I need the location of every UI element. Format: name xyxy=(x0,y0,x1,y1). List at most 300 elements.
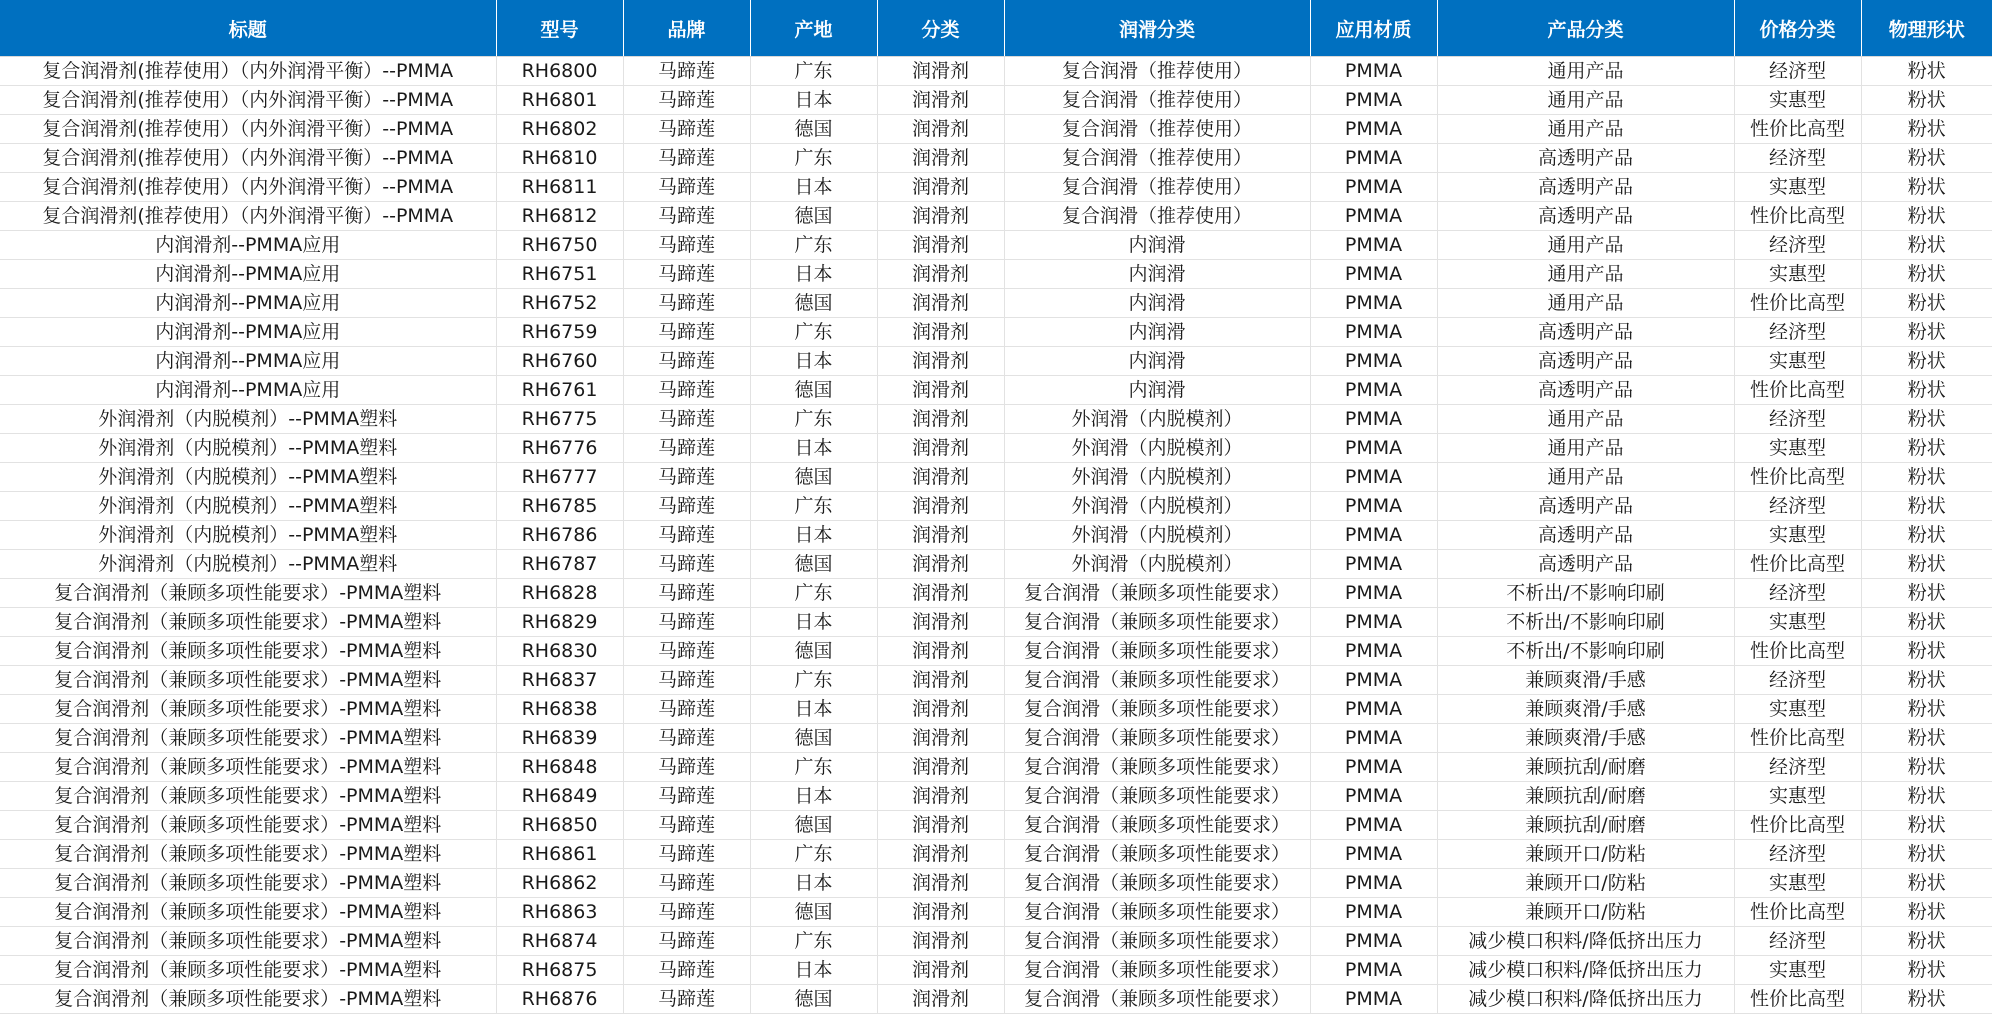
table-row[interactable] xyxy=(0,231,1992,260)
cell-model[interactable]: RH6850 xyxy=(496,811,623,840)
cell-origin[interactable]: 德国 xyxy=(750,550,877,579)
table-row[interactable] xyxy=(0,173,1992,202)
cell-origin[interactable]: 德国 xyxy=(750,376,877,405)
cell-product-type[interactable]: 通用产品 xyxy=(1437,260,1734,289)
cell-model[interactable]: RH6875 xyxy=(496,956,623,985)
cell-brand[interactable]: 马蹄莲 xyxy=(623,86,750,115)
cell-origin[interactable]: 德国 xyxy=(750,985,877,1014)
cell-physical-form[interactable]: 粉状 xyxy=(1861,434,1992,463)
cell-material[interactable]: PMMA xyxy=(1310,724,1437,753)
cell-lubrication-type[interactable]: 复合润滑（兼顾多项性能要求） xyxy=(1004,811,1310,840)
cell-brand[interactable]: 马蹄莲 xyxy=(623,202,750,231)
cell-product-type[interactable]: 减少模口积料/降低挤出压力 xyxy=(1437,985,1734,1014)
cell-origin[interactable]: 广东 xyxy=(750,318,877,347)
cell-lubrication-type[interactable]: 复合润滑（兼顾多项性能要求） xyxy=(1004,579,1310,608)
cell-origin[interactable]: 广东 xyxy=(750,492,877,521)
cell-title[interactable]: 内润滑剂--PMMA应用 xyxy=(0,260,496,289)
cell-physical-form[interactable]: 粉状 xyxy=(1861,86,1992,115)
cell-product-type[interactable]: 高透明产品 xyxy=(1437,521,1734,550)
cell-model[interactable]: RH6802 xyxy=(496,115,623,144)
cell-category[interactable]: 润滑剂 xyxy=(877,579,1004,608)
cell-model[interactable]: RH6862 xyxy=(496,869,623,898)
column-header-price-type[interactable]: 价格分类 xyxy=(1734,0,1861,57)
cell-lubrication-type[interactable]: 内润滑 xyxy=(1004,376,1310,405)
cell-product-type[interactable]: 兼顾开口/防粘 xyxy=(1437,898,1734,927)
cell-origin[interactable]: 日本 xyxy=(750,695,877,724)
table-row[interactable] xyxy=(0,579,1992,608)
cell-title[interactable]: 复合润滑剂（兼顾多项性能要求）-PMMA塑料 xyxy=(0,666,496,695)
cell-category[interactable]: 润滑剂 xyxy=(877,376,1004,405)
cell-physical-form[interactable]: 粉状 xyxy=(1861,985,1992,1014)
cell-model[interactable]: RH6750 xyxy=(496,231,623,260)
cell-model[interactable]: RH6849 xyxy=(496,782,623,811)
cell-title[interactable]: 复合润滑剂（兼顾多项性能要求）-PMMA塑料 xyxy=(0,724,496,753)
cell-title[interactable]: 复合润滑剂（兼顾多项性能要求）-PMMA塑料 xyxy=(0,985,496,1014)
cell-material[interactable]: PMMA xyxy=(1310,782,1437,811)
cell-price-type[interactable]: 实惠型 xyxy=(1734,347,1861,376)
column-header-lubrication-type[interactable]: 润滑分类 xyxy=(1004,0,1310,57)
table-row[interactable] xyxy=(0,637,1992,666)
cell-category[interactable]: 润滑剂 xyxy=(877,521,1004,550)
cell-price-type[interactable]: 实惠型 xyxy=(1734,695,1861,724)
cell-lubrication-type[interactable]: 复合润滑（兼顾多项性能要求） xyxy=(1004,869,1310,898)
cell-origin[interactable]: 广东 xyxy=(750,144,877,173)
cell-product-type[interactable]: 减少模口积料/降低挤出压力 xyxy=(1437,927,1734,956)
cell-product-type[interactable]: 兼顾开口/防粘 xyxy=(1437,840,1734,869)
cell-price-type[interactable]: 性价比高型 xyxy=(1734,811,1861,840)
cell-lubrication-type[interactable]: 内润滑 xyxy=(1004,318,1310,347)
cell-price-type[interactable]: 经济型 xyxy=(1734,144,1861,173)
cell-price-type[interactable]: 经济型 xyxy=(1734,492,1861,521)
column-header-model[interactable]: 型号 xyxy=(496,0,623,57)
cell-brand[interactable]: 马蹄莲 xyxy=(623,289,750,318)
cell-price-type[interactable]: 性价比高型 xyxy=(1734,550,1861,579)
column-header-category[interactable]: 分类 xyxy=(877,0,1004,57)
table-row[interactable] xyxy=(0,985,1992,1014)
cell-origin[interactable]: 广东 xyxy=(750,666,877,695)
cell-category[interactable]: 润滑剂 xyxy=(877,869,1004,898)
cell-category[interactable]: 润滑剂 xyxy=(877,289,1004,318)
cell-lubrication-type[interactable]: 外润滑（内脱模剂） xyxy=(1004,550,1310,579)
cell-title[interactable]: 外润滑剂（内脱模剂）--PMMA塑料 xyxy=(0,550,496,579)
cell-model[interactable]: RH6800 xyxy=(496,57,623,86)
cell-brand[interactable]: 马蹄莲 xyxy=(623,608,750,637)
cell-origin[interactable]: 广东 xyxy=(750,579,877,608)
cell-price-type[interactable]: 性价比高型 xyxy=(1734,202,1861,231)
cell-brand[interactable]: 马蹄莲 xyxy=(623,550,750,579)
cell-material[interactable]: PMMA xyxy=(1310,695,1437,724)
cell-lubrication-type[interactable]: 复合润滑（兼顾多项性能要求） xyxy=(1004,956,1310,985)
cell-physical-form[interactable]: 粉状 xyxy=(1861,260,1992,289)
cell-price-type[interactable]: 实惠型 xyxy=(1734,956,1861,985)
cell-title[interactable]: 复合润滑剂（兼顾多项性能要求）-PMMA塑料 xyxy=(0,782,496,811)
cell-material[interactable]: PMMA xyxy=(1310,260,1437,289)
cell-model[interactable]: RH6759 xyxy=(496,318,623,347)
cell-physical-form[interactable]: 粉状 xyxy=(1861,463,1992,492)
cell-lubrication-type[interactable]: 复合润滑（推荐使用） xyxy=(1004,144,1310,173)
cell-category[interactable]: 润滑剂 xyxy=(877,753,1004,782)
cell-product-type[interactable]: 通用产品 xyxy=(1437,57,1734,86)
cell-title[interactable]: 内润滑剂--PMMA应用 xyxy=(0,347,496,376)
cell-material[interactable]: PMMA xyxy=(1310,898,1437,927)
cell-title[interactable]: 复合润滑剂（兼顾多项性能要求）-PMMA塑料 xyxy=(0,637,496,666)
cell-brand[interactable]: 马蹄莲 xyxy=(623,695,750,724)
table-row[interactable] xyxy=(0,405,1992,434)
cell-model[interactable]: RH6751 xyxy=(496,260,623,289)
cell-price-type[interactable]: 经济型 xyxy=(1734,405,1861,434)
cell-origin[interactable]: 广东 xyxy=(750,57,877,86)
cell-physical-form[interactable]: 粉状 xyxy=(1861,579,1992,608)
cell-category[interactable]: 润滑剂 xyxy=(877,492,1004,521)
cell-product-type[interactable]: 高透明产品 xyxy=(1437,144,1734,173)
cell-category[interactable]: 润滑剂 xyxy=(877,405,1004,434)
cell-price-type[interactable]: 实惠型 xyxy=(1734,608,1861,637)
cell-origin[interactable]: 德国 xyxy=(750,898,877,927)
table-row[interactable] xyxy=(0,289,1992,318)
cell-lubrication-type[interactable]: 复合润滑（兼顾多项性能要求） xyxy=(1004,724,1310,753)
cell-category[interactable]: 润滑剂 xyxy=(877,202,1004,231)
cell-product-type[interactable]: 高透明产品 xyxy=(1437,376,1734,405)
cell-physical-form[interactable]: 粉状 xyxy=(1861,318,1992,347)
cell-physical-form[interactable]: 粉状 xyxy=(1861,376,1992,405)
cell-price-type[interactable]: 经济型 xyxy=(1734,753,1861,782)
cell-product-type[interactable]: 高透明产品 xyxy=(1437,347,1734,376)
cell-physical-form[interactable]: 粉状 xyxy=(1861,57,1992,86)
cell-origin[interactable]: 日本 xyxy=(750,782,877,811)
cell-model[interactable]: RH6861 xyxy=(496,840,623,869)
table-row[interactable] xyxy=(0,376,1992,405)
cell-material[interactable]: PMMA xyxy=(1310,173,1437,202)
cell-model[interactable]: RH6830 xyxy=(496,637,623,666)
cell-category[interactable]: 润滑剂 xyxy=(877,86,1004,115)
cell-physical-form[interactable]: 粉状 xyxy=(1861,173,1992,202)
cell-title[interactable]: 复合润滑剂(推荐使用）（内外润滑平衡）--PMMA xyxy=(0,173,496,202)
cell-origin[interactable]: 日本 xyxy=(750,956,877,985)
cell-product-type[interactable]: 通用产品 xyxy=(1437,434,1734,463)
cell-product-type[interactable]: 高透明产品 xyxy=(1437,202,1734,231)
cell-model[interactable]: RH6848 xyxy=(496,753,623,782)
cell-price-type[interactable]: 性价比高型 xyxy=(1734,898,1861,927)
table-row[interactable] xyxy=(0,753,1992,782)
cell-origin[interactable]: 日本 xyxy=(750,173,877,202)
cell-price-type[interactable]: 经济型 xyxy=(1734,57,1861,86)
cell-category[interactable]: 润滑剂 xyxy=(877,173,1004,202)
cell-brand[interactable]: 马蹄莲 xyxy=(623,666,750,695)
column-header-brand[interactable]: 品牌 xyxy=(623,0,750,57)
cell-price-type[interactable]: 实惠型 xyxy=(1734,782,1861,811)
cell-category[interactable]: 润滑剂 xyxy=(877,840,1004,869)
cell-material[interactable]: PMMA xyxy=(1310,144,1437,173)
cell-physical-form[interactable]: 粉状 xyxy=(1861,753,1992,782)
cell-physical-form[interactable]: 粉状 xyxy=(1861,840,1992,869)
cell-model[interactable]: RH6785 xyxy=(496,492,623,521)
cell-model[interactable]: RH6786 xyxy=(496,521,623,550)
cell-product-type[interactable]: 兼顾抗刮/耐磨 xyxy=(1437,782,1734,811)
column-header-title[interactable]: 标题 xyxy=(0,0,496,57)
cell-price-type[interactable]: 经济型 xyxy=(1734,927,1861,956)
cell-category[interactable]: 润滑剂 xyxy=(877,985,1004,1014)
cell-title[interactable]: 复合润滑剂（兼顾多项性能要求）-PMMA塑料 xyxy=(0,869,496,898)
cell-material[interactable]: PMMA xyxy=(1310,521,1437,550)
cell-brand[interactable]: 马蹄莲 xyxy=(623,898,750,927)
cell-brand[interactable]: 马蹄莲 xyxy=(623,811,750,840)
cell-material[interactable]: PMMA xyxy=(1310,811,1437,840)
cell-category[interactable]: 润滑剂 xyxy=(877,637,1004,666)
column-header-product-type[interactable]: 产品分类 xyxy=(1437,0,1734,57)
cell-brand[interactable]: 马蹄莲 xyxy=(623,173,750,202)
cell-material[interactable]: PMMA xyxy=(1310,231,1437,260)
cell-brand[interactable]: 马蹄莲 xyxy=(623,405,750,434)
table-row[interactable] xyxy=(0,724,1992,753)
cell-price-type[interactable]: 性价比高型 xyxy=(1734,289,1861,318)
cell-product-type[interactable]: 高透明产品 xyxy=(1437,550,1734,579)
cell-origin[interactable]: 日本 xyxy=(750,869,877,898)
cell-physical-form[interactable]: 粉状 xyxy=(1861,869,1992,898)
cell-material[interactable]: PMMA xyxy=(1310,608,1437,637)
cell-material[interactable]: PMMA xyxy=(1310,115,1437,144)
cell-material[interactable]: PMMA xyxy=(1310,57,1437,86)
cell-product-type[interactable]: 不析出/不影响印刷 xyxy=(1437,608,1734,637)
cell-material[interactable]: PMMA xyxy=(1310,463,1437,492)
table-row[interactable] xyxy=(0,956,1992,985)
table-row[interactable] xyxy=(0,434,1992,463)
cell-product-type[interactable]: 通用产品 xyxy=(1437,115,1734,144)
cell-material[interactable]: PMMA xyxy=(1310,202,1437,231)
cell-price-type[interactable]: 经济型 xyxy=(1734,231,1861,260)
cell-title[interactable]: 内润滑剂--PMMA应用 xyxy=(0,376,496,405)
cell-category[interactable]: 润滑剂 xyxy=(877,347,1004,376)
cell-physical-form[interactable]: 粉状 xyxy=(1861,608,1992,637)
cell-physical-form[interactable]: 粉状 xyxy=(1861,231,1992,260)
cell-title[interactable]: 复合润滑剂（兼顾多项性能要求）-PMMA塑料 xyxy=(0,811,496,840)
table-row[interactable] xyxy=(0,347,1992,376)
cell-price-type[interactable]: 性价比高型 xyxy=(1734,637,1861,666)
cell-brand[interactable]: 马蹄莲 xyxy=(623,115,750,144)
cell-price-type[interactable]: 经济型 xyxy=(1734,840,1861,869)
cell-product-type[interactable]: 不析出/不影响印刷 xyxy=(1437,579,1734,608)
cell-product-type[interactable]: 通用产品 xyxy=(1437,289,1734,318)
cell-model[interactable]: RH6812 xyxy=(496,202,623,231)
cell-product-type[interactable]: 兼顾爽滑/手感 xyxy=(1437,666,1734,695)
cell-category[interactable]: 润滑剂 xyxy=(877,666,1004,695)
cell-title[interactable]: 复合润滑剂（兼顾多项性能要求）-PMMA塑料 xyxy=(0,695,496,724)
cell-brand[interactable]: 马蹄莲 xyxy=(623,260,750,289)
cell-physical-form[interactable]: 粉状 xyxy=(1861,956,1992,985)
cell-physical-form[interactable]: 粉状 xyxy=(1861,202,1992,231)
cell-brand[interactable]: 马蹄莲 xyxy=(623,985,750,1014)
column-header-origin[interactable]: 产地 xyxy=(750,0,877,57)
cell-physical-form[interactable]: 粉状 xyxy=(1861,550,1992,579)
cell-lubrication-type[interactable]: 复合润滑（兼顾多项性能要求） xyxy=(1004,608,1310,637)
cell-model[interactable]: RH6810 xyxy=(496,144,623,173)
cell-material[interactable]: PMMA xyxy=(1310,956,1437,985)
cell-category[interactable]: 润滑剂 xyxy=(877,144,1004,173)
table-row[interactable] xyxy=(0,202,1992,231)
cell-material[interactable]: PMMA xyxy=(1310,666,1437,695)
cell-title[interactable]: 内润滑剂--PMMA应用 xyxy=(0,231,496,260)
cell-title[interactable]: 复合润滑剂（兼顾多项性能要求）-PMMA塑料 xyxy=(0,927,496,956)
cell-material[interactable]: PMMA xyxy=(1310,927,1437,956)
table-row[interactable] xyxy=(0,492,1992,521)
table-row[interactable] xyxy=(0,927,1992,956)
cell-brand[interactable]: 马蹄莲 xyxy=(623,318,750,347)
cell-price-type[interactable]: 实惠型 xyxy=(1734,869,1861,898)
cell-category[interactable]: 润滑剂 xyxy=(877,695,1004,724)
cell-model[interactable]: RH6760 xyxy=(496,347,623,376)
cell-brand[interactable]: 马蹄莲 xyxy=(623,231,750,260)
table-row[interactable] xyxy=(0,86,1992,115)
cell-category[interactable]: 润滑剂 xyxy=(877,724,1004,753)
cell-lubrication-type[interactable]: 外润滑（内脱模剂） xyxy=(1004,434,1310,463)
cell-model[interactable]: RH6811 xyxy=(496,173,623,202)
cell-brand[interactable]: 马蹄莲 xyxy=(623,724,750,753)
cell-brand[interactable]: 马蹄莲 xyxy=(623,144,750,173)
cell-physical-form[interactable]: 粉状 xyxy=(1861,666,1992,695)
table-row[interactable] xyxy=(0,898,1992,927)
cell-product-type[interactable]: 通用产品 xyxy=(1437,463,1734,492)
cell-brand[interactable]: 马蹄莲 xyxy=(623,753,750,782)
cell-model[interactable]: RH6876 xyxy=(496,985,623,1014)
cell-lubrication-type[interactable]: 内润滑 xyxy=(1004,347,1310,376)
cell-title[interactable]: 复合润滑剂（兼顾多项性能要求）-PMMA塑料 xyxy=(0,608,496,637)
cell-model[interactable]: RH6839 xyxy=(496,724,623,753)
cell-origin[interactable]: 广东 xyxy=(750,927,877,956)
table-row[interactable] xyxy=(0,550,1992,579)
cell-material[interactable]: PMMA xyxy=(1310,492,1437,521)
cell-product-type[interactable]: 通用产品 xyxy=(1437,86,1734,115)
cell-price-type[interactable]: 性价比高型 xyxy=(1734,115,1861,144)
table-row[interactable] xyxy=(0,840,1992,869)
cell-brand[interactable]: 马蹄莲 xyxy=(623,637,750,666)
cell-model[interactable]: RH6787 xyxy=(496,550,623,579)
cell-category[interactable]: 润滑剂 xyxy=(877,115,1004,144)
cell-price-type[interactable]: 性价比高型 xyxy=(1734,463,1861,492)
cell-physical-form[interactable]: 粉状 xyxy=(1861,144,1992,173)
cell-brand[interactable]: 马蹄莲 xyxy=(623,927,750,956)
cell-category[interactable]: 润滑剂 xyxy=(877,811,1004,840)
cell-origin[interactable]: 日本 xyxy=(750,434,877,463)
cell-category[interactable]: 润滑剂 xyxy=(877,57,1004,86)
table-row[interactable] xyxy=(0,782,1992,811)
cell-model[interactable]: RH6775 xyxy=(496,405,623,434)
cell-material[interactable]: PMMA xyxy=(1310,753,1437,782)
cell-title[interactable]: 复合润滑剂(推荐使用）（内外润滑平衡）--PMMA xyxy=(0,86,496,115)
cell-price-type[interactable]: 性价比高型 xyxy=(1734,376,1861,405)
cell-model[interactable]: RH6777 xyxy=(496,463,623,492)
cell-title[interactable]: 复合润滑剂（兼顾多项性能要求）-PMMA塑料 xyxy=(0,579,496,608)
cell-title[interactable]: 复合润滑剂（兼顾多项性能要求）-PMMA塑料 xyxy=(0,956,496,985)
cell-origin[interactable]: 日本 xyxy=(750,347,877,376)
cell-material[interactable]: PMMA xyxy=(1310,376,1437,405)
cell-title[interactable]: 复合润滑剂（兼顾多项性能要求）-PMMA塑料 xyxy=(0,753,496,782)
cell-product-type[interactable]: 通用产品 xyxy=(1437,231,1734,260)
cell-lubrication-type[interactable]: 内润滑 xyxy=(1004,231,1310,260)
cell-product-type[interactable]: 兼顾爽滑/手感 xyxy=(1437,724,1734,753)
cell-title[interactable]: 复合润滑剂（兼顾多项性能要求）-PMMA塑料 xyxy=(0,840,496,869)
cell-price-type[interactable]: 实惠型 xyxy=(1734,434,1861,463)
cell-lubrication-type[interactable]: 复合润滑（兼顾多项性能要求） xyxy=(1004,637,1310,666)
table-row[interactable] xyxy=(0,521,1992,550)
cell-material[interactable]: PMMA xyxy=(1310,347,1437,376)
cell-brand[interactable]: 马蹄莲 xyxy=(623,579,750,608)
table-row[interactable] xyxy=(0,115,1992,144)
cell-title[interactable]: 复合润滑剂(推荐使用）（内外润滑平衡）--PMMA xyxy=(0,144,496,173)
cell-brand[interactable]: 马蹄莲 xyxy=(623,376,750,405)
cell-material[interactable]: PMMA xyxy=(1310,840,1437,869)
cell-model[interactable]: RH6829 xyxy=(496,608,623,637)
cell-lubrication-type[interactable]: 内润滑 xyxy=(1004,260,1310,289)
cell-material[interactable]: PMMA xyxy=(1310,550,1437,579)
cell-origin[interactable]: 德国 xyxy=(750,115,877,144)
cell-price-type[interactable]: 实惠型 xyxy=(1734,260,1861,289)
cell-brand[interactable]: 马蹄莲 xyxy=(623,57,750,86)
cell-physical-form[interactable]: 粉状 xyxy=(1861,347,1992,376)
cell-lubrication-type[interactable]: 复合润滑（推荐使用） xyxy=(1004,202,1310,231)
cell-model[interactable]: RH6801 xyxy=(496,86,623,115)
cell-physical-form[interactable]: 粉状 xyxy=(1861,115,1992,144)
cell-title[interactable]: 复合润滑剂(推荐使用）（内外润滑平衡）--PMMA xyxy=(0,57,496,86)
table-row[interactable] xyxy=(0,260,1992,289)
cell-physical-form[interactable]: 粉状 xyxy=(1861,637,1992,666)
cell-brand[interactable]: 马蹄莲 xyxy=(623,521,750,550)
column-header-physical-form[interactable]: 物理形状 xyxy=(1861,0,1992,57)
cell-category[interactable]: 润滑剂 xyxy=(877,927,1004,956)
cell-origin[interactable]: 广东 xyxy=(750,231,877,260)
cell-physical-form[interactable]: 粉状 xyxy=(1861,927,1992,956)
cell-origin[interactable]: 日本 xyxy=(750,260,877,289)
cell-physical-form[interactable]: 粉状 xyxy=(1861,811,1992,840)
cell-category[interactable]: 润滑剂 xyxy=(877,260,1004,289)
cell-product-type[interactable]: 减少模口积料/降低挤出压力 xyxy=(1437,956,1734,985)
cell-title[interactable]: 外润滑剂（内脱模剂）--PMMA塑料 xyxy=(0,434,496,463)
cell-lubrication-type[interactable]: 复合润滑（兼顾多项性能要求） xyxy=(1004,753,1310,782)
table-row[interactable] xyxy=(0,695,1992,724)
cell-category[interactable]: 润滑剂 xyxy=(877,782,1004,811)
cell-price-type[interactable]: 经济型 xyxy=(1734,318,1861,347)
cell-origin[interactable]: 广东 xyxy=(750,405,877,434)
cell-lubrication-type[interactable]: 复合润滑（兼顾多项性能要求） xyxy=(1004,666,1310,695)
cell-product-type[interactable]: 高透明产品 xyxy=(1437,173,1734,202)
cell-product-type[interactable]: 高透明产品 xyxy=(1437,318,1734,347)
cell-material[interactable]: PMMA xyxy=(1310,579,1437,608)
cell-title[interactable]: 复合润滑剂（兼顾多项性能要求）-PMMA塑料 xyxy=(0,898,496,927)
cell-brand[interactable]: 马蹄莲 xyxy=(623,956,750,985)
table-row[interactable] xyxy=(0,811,1992,840)
cell-lubrication-type[interactable]: 外润滑（内脱模剂） xyxy=(1004,405,1310,434)
cell-price-type[interactable]: 实惠型 xyxy=(1734,86,1861,115)
cell-physical-form[interactable]: 粉状 xyxy=(1861,782,1992,811)
cell-lubrication-type[interactable]: 复合润滑（兼顾多项性能要求） xyxy=(1004,840,1310,869)
cell-model[interactable]: RH6838 xyxy=(496,695,623,724)
cell-origin[interactable]: 德国 xyxy=(750,202,877,231)
cell-origin[interactable]: 德国 xyxy=(750,724,877,753)
cell-category[interactable]: 润滑剂 xyxy=(877,463,1004,492)
cell-material[interactable]: PMMA xyxy=(1310,869,1437,898)
cell-lubrication-type[interactable]: 外润滑（内脱模剂） xyxy=(1004,492,1310,521)
cell-brand[interactable]: 马蹄莲 xyxy=(623,434,750,463)
cell-brand[interactable]: 马蹄莲 xyxy=(623,869,750,898)
cell-title[interactable]: 复合润滑剂(推荐使用）（内外润滑平衡）--PMMA xyxy=(0,202,496,231)
cell-category[interactable]: 润滑剂 xyxy=(877,434,1004,463)
cell-physical-form[interactable]: 粉状 xyxy=(1861,898,1992,927)
cell-lubrication-type[interactable]: 复合润滑（推荐使用） xyxy=(1004,173,1310,202)
cell-price-type[interactable]: 实惠型 xyxy=(1734,173,1861,202)
cell-brand[interactable]: 马蹄莲 xyxy=(623,840,750,869)
cell-origin[interactable]: 德国 xyxy=(750,289,877,318)
cell-origin[interactable]: 日本 xyxy=(750,608,877,637)
cell-product-type[interactable]: 高透明产品 xyxy=(1437,492,1734,521)
cell-lubrication-type[interactable]: 复合润滑（推荐使用） xyxy=(1004,86,1310,115)
